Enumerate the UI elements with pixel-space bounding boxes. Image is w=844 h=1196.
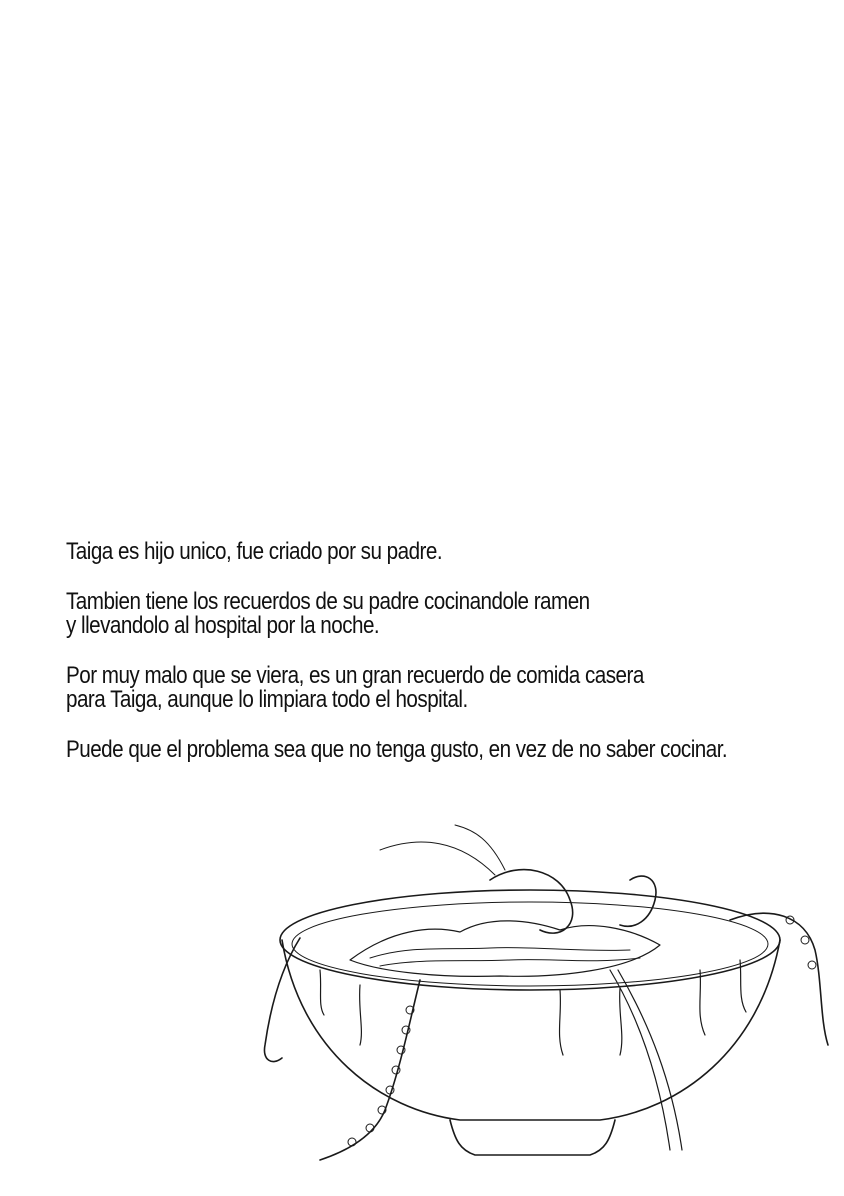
note-paragraph-3 <box>66 664 720 712</box>
note-line: Por muy malo que se viera, es un gran recuerdo de comida casera <box>66 662 644 689</box>
bowl-rim <box>280 890 780 990</box>
seaweed-strand <box>610 970 670 1150</box>
note-paragraph-2 <box>66 590 720 638</box>
ramen-bowl-illustration <box>260 820 835 1180</box>
translator-notes <box>66 540 826 788</box>
note-line: Taiga es hijo unico, fue criado por su padre. <box>66 538 443 565</box>
noodle-mass <box>350 921 660 977</box>
noodle-strand <box>370 948 630 958</box>
shrimp-antenna <box>455 825 505 870</box>
tentacle-suckers <box>348 916 816 1146</box>
broth-drips <box>320 960 746 1055</box>
note-line: y llevandolo al hospital por la noche. <box>66 612 380 639</box>
octopus-tentacle-right <box>730 913 828 1045</box>
note-line: Tambien tiene los recuerdos de su padre cocinandole ramen <box>66 588 590 615</box>
note-line: para Taiga, aunque lo limpiara todo el hospital. <box>66 686 468 713</box>
bowl-rim-inner <box>292 902 768 986</box>
shrimp-antenna <box>380 842 495 875</box>
note-paragraph-4 <box>66 736 728 763</box>
bowl-foot <box>450 1120 615 1155</box>
note-line: Puede que el problema sea que no tenga gusto, en vez de no saber cocinar. <box>66 736 728 763</box>
bowl-body <box>282 940 780 1120</box>
noodle-strand <box>380 958 640 966</box>
octopus-tentacle-front <box>320 980 420 1160</box>
note-paragraph-1 <box>66 540 720 564</box>
shrimp-claw <box>620 876 656 926</box>
shrimp-body <box>490 870 573 934</box>
